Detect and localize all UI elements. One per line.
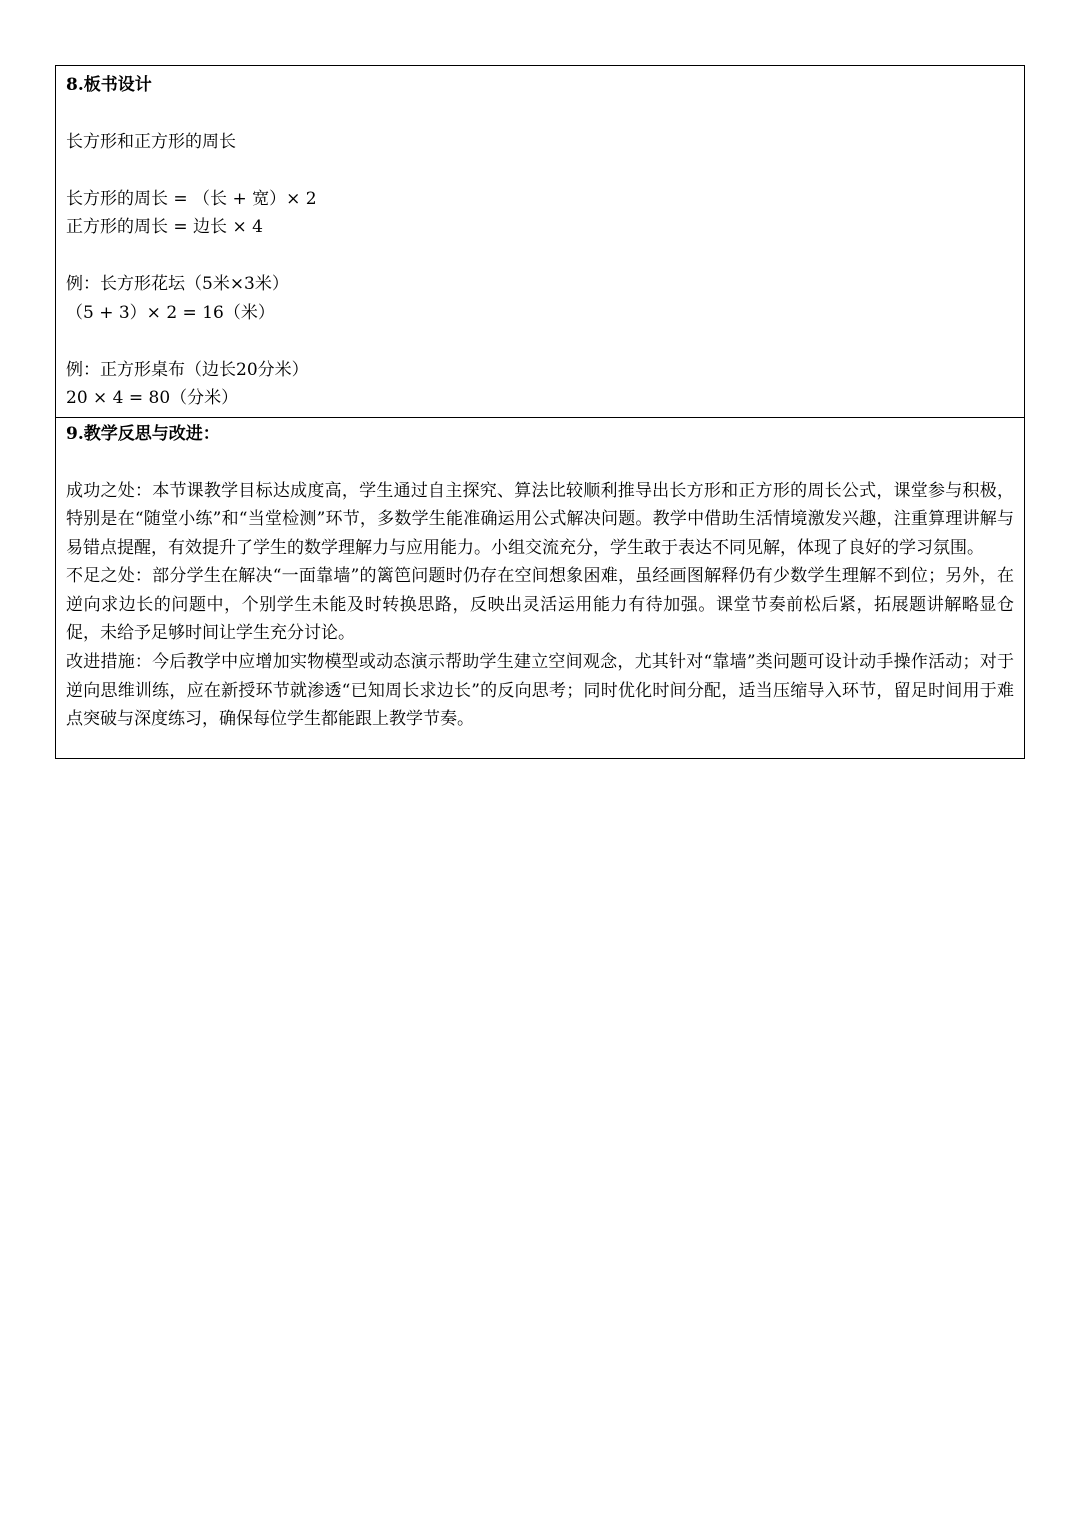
- spacer: [66, 327, 1014, 356]
- example1-calculation: （5 + 3）× 2 = 16（米）: [66, 302, 275, 323]
- lesson-plan-table: [55, 65, 1025, 759]
- spacer: [66, 242, 1014, 271]
- example1-label: 例：长方形花坛（5米×3米）: [66, 274, 289, 294]
- example2-label: 例：正方形桌布（边长20分米）: [66, 359, 309, 380]
- reflection-heading: 9.教学反思与改进：: [66, 424, 220, 444]
- spacer: [66, 448, 1014, 477]
- board-title: 长方形和正方形的周长: [66, 131, 236, 152]
- square-perimeter-formula: 正方形的周长 = 边长 × 4: [66, 217, 263, 237]
- reflection-shortcoming-paragraph: 不足之处：部分学生在解决“一面靠墙”的篱笆问题时仍存在空间想象困难，虽经画图解释仍有少数学生理解不到位；另外，在逆向求边长的问题中，个别学生未能及时转换思路，反映出灵活运用能力有待加强。课堂节奏前松后紧，拓展题讲解略显仓促，未给予足够时间让学生充分讨论。: [66, 566, 1014, 644]
- spacer: [66, 99, 1014, 128]
- example2-calculation: 20 × 4 = 80（分米）: [66, 388, 239, 408]
- board-design-cell: [56, 66, 1024, 417]
- reflection-cell: [56, 417, 1024, 758]
- reflection-success-paragraph: 成功之处：本节课教学目标达成度高，学生通过自主探究、算法比较顺利推导出长方形和正方形的周长公式，课堂参与积极，特别是在“随堂小练”和“当堂检测”环节，多数学生能准确运用公式解决问题。教学中借助生活情境激发兴趣，注重算理讲解与易错点提醒，有效提升了学生的数学理解力与应用能力。小组交流充分，学生敢于表达不同见解，体现了良好的学习氛围。: [66, 480, 1014, 558]
- board-design-heading: 8.板书设计: [66, 75, 152, 95]
- rectangle-perimeter-formula: 长方形的周长 = （长 + 宽）× 2: [66, 188, 317, 209]
- reflection-improvement-paragraph: 改进措施：今后教学中应增加实物模型或动态演示帮助学生建立空间观念，尤其针对“靠墙”类问题可设计动手操作活动；对于逆向思维训练，应在新授环节就渗透“已知周长求边长”的反向思考；同时优化时间分配，适当压缩导入环节，留足时间用于难点突破与深度练习，确保每位学生都能跟上教学节奏。: [66, 652, 1014, 730]
- spacer: [66, 156, 1014, 185]
